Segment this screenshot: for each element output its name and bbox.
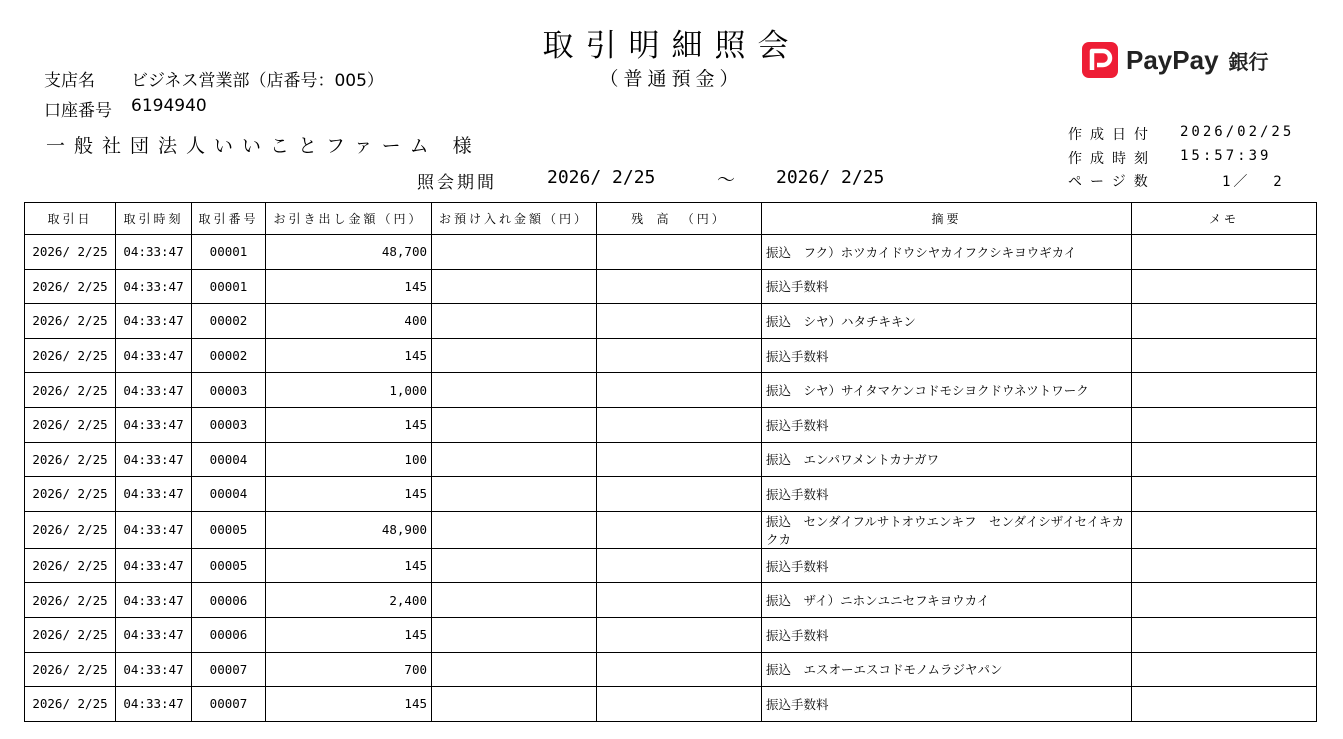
- cell-time: 04:33:47: [116, 548, 192, 583]
- page-count-value: 1／ 2: [1222, 174, 1285, 190]
- cell-deposit: [432, 269, 597, 304]
- table-row: [25, 407, 1317, 442]
- cell-withdrawal: 700: [266, 652, 432, 687]
- cell-description: 振込手数料: [762, 477, 1132, 512]
- logo-brand-text: PayPay: [1126, 44, 1219, 75]
- cell-memo: [1132, 477, 1317, 512]
- cell-date: 2026/ 2/25: [25, 373, 116, 408]
- cell-number: 00007: [192, 652, 266, 687]
- cell-withdrawal: 145: [266, 548, 432, 583]
- cell-time: 04:33:47: [116, 477, 192, 512]
- cell-number: 00003: [192, 373, 266, 408]
- cell-date: 2026/ 2/25: [25, 269, 116, 304]
- cell-date: 2026/ 2/25: [25, 548, 116, 583]
- cell-withdrawal: 1,000: [266, 373, 432, 408]
- table-row: [25, 511, 1317, 548]
- cell-deposit: [432, 407, 597, 442]
- cell-number: 00001: [192, 269, 266, 304]
- header-deposit: お預け入れ金額（円）: [432, 203, 597, 235]
- cell-memo: [1132, 687, 1317, 722]
- cell-balance: [597, 477, 762, 512]
- cell-number: 00007: [192, 687, 266, 722]
- cell-memo: [1132, 373, 1317, 408]
- cell-number: 00003: [192, 407, 266, 442]
- cell-time: 04:33:47: [116, 511, 192, 548]
- cell-memo: [1132, 442, 1317, 477]
- cell-description: 振込手数料: [762, 407, 1132, 442]
- cell-description: 振込 シヤ）ハタチキキン: [762, 304, 1132, 339]
- cell-time: 04:33:47: [116, 687, 192, 722]
- cell-number: 00004: [192, 442, 266, 477]
- cell-balance: [597, 235, 762, 270]
- cell-withdrawal: 145: [266, 477, 432, 512]
- cell-deposit: [432, 511, 597, 548]
- table-row: [25, 652, 1317, 687]
- cell-time: 04:33:47: [116, 269, 192, 304]
- transaction-table: [24, 202, 1317, 722]
- period-label: 照会期間: [417, 173, 497, 193]
- period-from: 2026/ 2/25: [547, 167, 656, 188]
- cell-balance: [597, 617, 762, 652]
- cell-time: 04:33:47: [116, 304, 192, 339]
- cell-memo: [1132, 407, 1317, 442]
- cell-balance: [597, 407, 762, 442]
- cell-number: 00005: [192, 548, 266, 583]
- cell-withdrawal: 145: [266, 269, 432, 304]
- cell-date: 2026/ 2/25: [25, 687, 116, 722]
- header-withdrawal: お引き出し金額（円）: [266, 203, 432, 235]
- table-row: [25, 583, 1317, 618]
- cell-balance: [597, 338, 762, 373]
- cell-deposit: [432, 687, 597, 722]
- header-description: 摘要: [762, 203, 1132, 235]
- cell-deposit: [432, 477, 597, 512]
- cell-balance: [597, 304, 762, 339]
- table-row: [25, 477, 1317, 512]
- cell-deposit: [432, 617, 597, 652]
- cell-withdrawal: 145: [266, 407, 432, 442]
- cell-balance: [597, 548, 762, 583]
- cell-time: 04:33:47: [116, 652, 192, 687]
- cell-deposit: [432, 373, 597, 408]
- cell-date: 2026/ 2/25: [25, 617, 116, 652]
- cell-deposit: [432, 652, 597, 687]
- cell-deposit: [432, 583, 597, 618]
- cell-withdrawal: 400: [266, 304, 432, 339]
- cell-date: 2026/ 2/25: [25, 235, 116, 270]
- cell-time: 04:33:47: [116, 373, 192, 408]
- cell-description: 振込 シヤ）サイタマケンコドモシヨクドウネツトワーク: [762, 373, 1132, 408]
- cell-description: 振込 エンパワメントカナガワ: [762, 442, 1132, 477]
- cell-deposit: [432, 442, 597, 477]
- cell-description: 振込手数料: [762, 269, 1132, 304]
- header-balance: 残 高 （円）: [597, 203, 762, 235]
- cell-withdrawal: 100: [266, 442, 432, 477]
- cell-memo: [1132, 548, 1317, 583]
- cell-time: 04:33:47: [116, 407, 192, 442]
- branch-label: 支店名: [44, 71, 95, 91]
- cell-withdrawal: 145: [266, 687, 432, 722]
- cell-time: 04:33:47: [116, 442, 192, 477]
- cell-number: 00005: [192, 511, 266, 548]
- paypay-logo-icon: [1082, 42, 1118, 78]
- cell-date: 2026/ 2/25: [25, 338, 116, 373]
- table-row: [25, 548, 1317, 583]
- cell-memo: [1132, 304, 1317, 339]
- cell-balance: [597, 269, 762, 304]
- cell-date: 2026/ 2/25: [25, 652, 116, 687]
- cell-balance: [597, 373, 762, 408]
- cell-description: 振込 センダイフルサトオウエンキフ センダイシザイセイキカクカ: [762, 511, 1132, 548]
- cell-description: 振込 ザイ）ニホンユニセフキヨウカイ: [762, 583, 1132, 618]
- created-time-label: 作成時刻: [1068, 151, 1156, 167]
- table-row: [25, 269, 1317, 304]
- cell-description: 振込 エスオーエスコドモノムラジヤパン: [762, 652, 1132, 687]
- cell-memo: [1132, 617, 1317, 652]
- cell-description: 振込手数料: [762, 687, 1132, 722]
- cell-balance: [597, 652, 762, 687]
- cell-withdrawal: 145: [266, 617, 432, 652]
- cell-number: 00004: [192, 477, 266, 512]
- cell-time: 04:33:47: [116, 617, 192, 652]
- header-time: 取引時刻: [116, 203, 192, 235]
- created-date-label: 作成日付: [1068, 127, 1156, 143]
- cell-date: 2026/ 2/25: [25, 477, 116, 512]
- paypay-bank-logo: [1082, 42, 1269, 78]
- cell-withdrawal: 48,900: [266, 511, 432, 548]
- created-date-value: 2026/02/25: [1180, 124, 1295, 140]
- cell-number: 00006: [192, 617, 266, 652]
- cell-number: 00006: [192, 583, 266, 618]
- header-date: 取引日: [25, 203, 116, 235]
- logo-bank-text: 銀行: [1228, 49, 1269, 74]
- cell-balance: [597, 583, 762, 618]
- period-separator: ～: [717, 170, 735, 191]
- table-row: [25, 338, 1317, 373]
- table-row: [25, 442, 1317, 477]
- cell-deposit: [432, 338, 597, 373]
- cell-withdrawal: 145: [266, 338, 432, 373]
- page-title: 取引明細照会: [542, 28, 801, 64]
- cell-deposit: [432, 235, 597, 270]
- table-row: [25, 373, 1317, 408]
- cell-description: 振込手数料: [762, 617, 1132, 652]
- cell-memo: [1132, 269, 1317, 304]
- header-number: 取引番号: [192, 203, 266, 235]
- page-subtitle: （普通預金）: [599, 68, 744, 90]
- header-memo: メモ: [1132, 203, 1317, 235]
- cell-memo: [1132, 583, 1317, 618]
- page-count-label: ページ数: [1068, 174, 1156, 190]
- cell-number: 00002: [192, 304, 266, 339]
- account-value: 6194940: [131, 96, 207, 116]
- cell-description: 振込手数料: [762, 338, 1132, 373]
- cell-time: 04:33:47: [116, 583, 192, 618]
- cell-description: 振込 フク）ホツカイドウシヤカイフクシキヨウギカイ: [762, 235, 1132, 270]
- cell-balance: [597, 442, 762, 477]
- cell-date: 2026/ 2/25: [25, 407, 116, 442]
- created-time-value: 15:57:39: [1180, 148, 1272, 164]
- cell-date: 2026/ 2/25: [25, 304, 116, 339]
- cell-memo: [1132, 652, 1317, 687]
- cell-date: 2026/ 2/25: [25, 583, 116, 618]
- cell-number: 00001: [192, 235, 266, 270]
- cell-balance: [597, 511, 762, 548]
- cell-time: 04:33:47: [116, 235, 192, 270]
- cell-withdrawal: 48,700: [266, 235, 432, 270]
- table-header-row: [25, 203, 1317, 235]
- account-label: 口座番号: [44, 101, 112, 121]
- cell-balance: [597, 687, 762, 722]
- table-row: [25, 235, 1317, 270]
- account-holder: 一般社団法人いいことファーム 様: [46, 135, 481, 157]
- branch-value: ビジネス営業部（店番号：005）: [131, 71, 384, 91]
- table-row: [25, 617, 1317, 652]
- cell-date: 2026/ 2/25: [25, 442, 116, 477]
- cell-deposit: [432, 304, 597, 339]
- cell-time: 04:33:47: [116, 338, 192, 373]
- cell-memo: [1132, 338, 1317, 373]
- cell-withdrawal: 2,400: [266, 583, 432, 618]
- cell-description: 振込手数料: [762, 548, 1132, 583]
- period-to: 2026/ 2/25: [776, 167, 885, 188]
- cell-memo: [1132, 235, 1317, 270]
- cell-deposit: [432, 548, 597, 583]
- cell-memo: [1132, 511, 1317, 548]
- cell-date: 2026/ 2/25: [25, 511, 116, 548]
- cell-number: 00002: [192, 338, 266, 373]
- table-row: [25, 304, 1317, 339]
- table-row: [25, 687, 1317, 722]
